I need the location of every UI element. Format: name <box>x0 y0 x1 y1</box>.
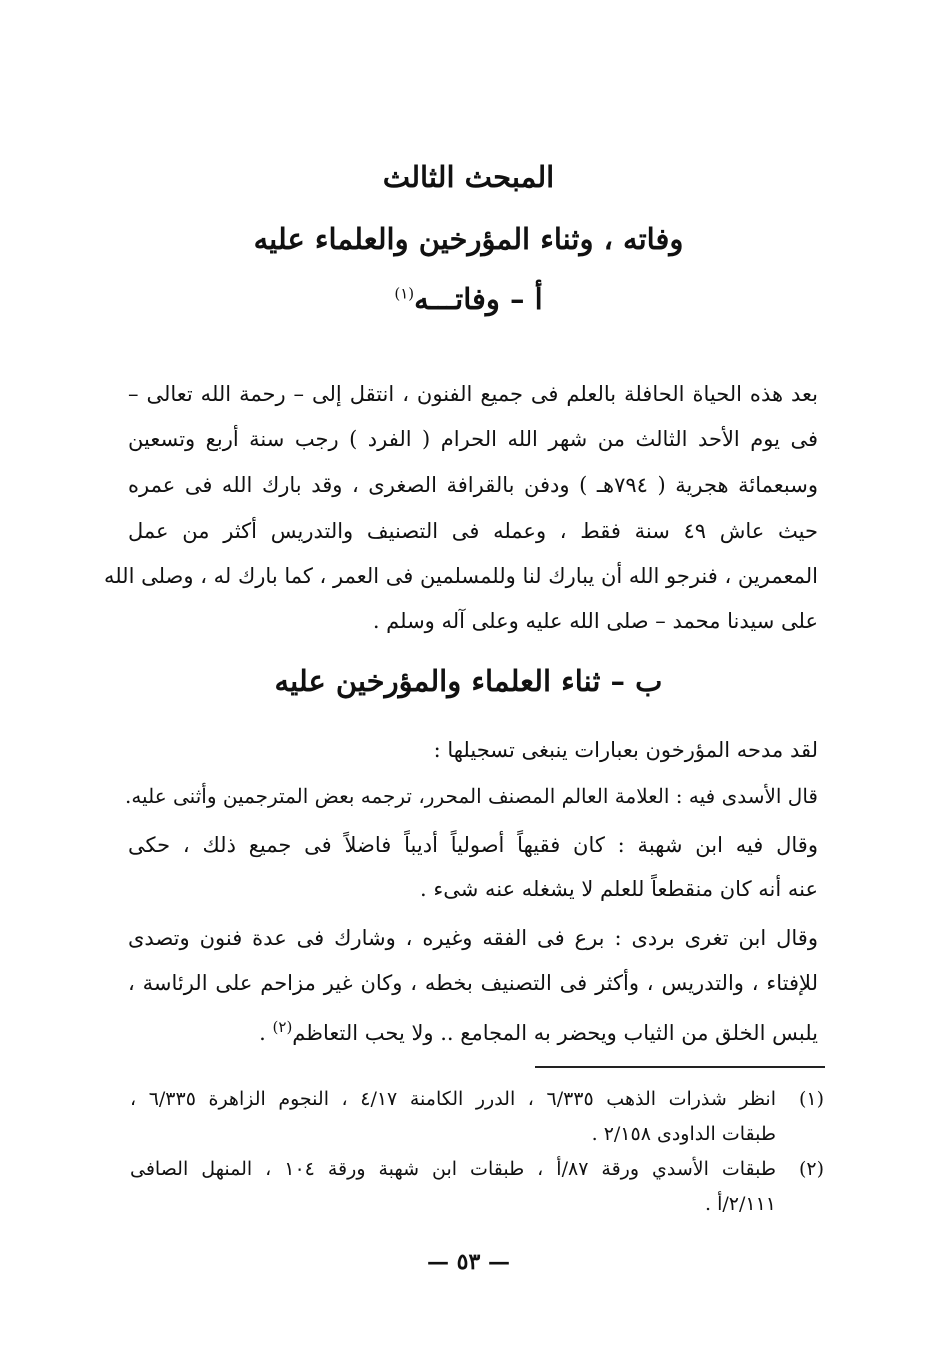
section-a-heading <box>120 282 817 316</box>
footnote-ref-2: (٢) <box>272 1018 293 1036</box>
footnote-1-line: طبقات الداودى ٢/١٥٨ . <box>591 1123 776 1145</box>
footnote-2-line: طبقات الأسدي ورقة ٨٧/أ ، طبقات ابن شهبة ورقة ١٠٤ ، المنهل الصافى <box>130 1158 776 1180</box>
chapter-subtitle: وفاته ، وثناء المؤرخين والعلماء عليه <box>253 222 684 256</box>
section-a-title: أ – وفاتـــه <box>414 282 543 316</box>
sentence-end: . <box>259 1021 273 1045</box>
paragraph-b-asadi: قال الأسدى فيه : العلامة العالم المصنف المحرر، ترجمه بعض المترجمين وأثنى عليه. <box>124 784 818 808</box>
section-b-heading: ب – ثناء العلماء والمؤرخين عليه <box>274 664 663 698</box>
paragraph-b-taghri-last <box>128 1012 818 1048</box>
paragraph-a-line: على سيدنا محمد – صلى الله عليه وعلى آله وسلم . <box>372 609 818 633</box>
paragraph-b-shuhba-line: وقال فيه ابن شهبة : كان فقيهاً أصولياً أديباً فاضلاً فى جميع ذلك ، حكى <box>128 833 818 857</box>
footnote-2-number: (٢) <box>798 1158 824 1180</box>
footnote-divider <box>535 1066 825 1068</box>
footnote-1-line: انظر شذرات الذهب ٦/٣٣٥ ، الدرر الكامنة ٤/١٧ ، النجوم الزاهرة ٦/٣٣٥ ، <box>130 1088 776 1110</box>
paragraph-b-taghri-line: للإفتاء ، والتدريس ، وأكثر فى التصنيف بخطه ، وكان غير مزاحم على الرئاسة ، <box>128 971 818 995</box>
footnote-2-line: ٢/١١١/أ . <box>705 1193 776 1215</box>
paragraph-a-line: حيث عاش ٤٩ سنة فقط ، وعمله فى التصنيف والتدريس أكثر من عمل <box>128 519 818 543</box>
paragraph-a-line: وسبعمائة هجرية ( ٧٩٤هـ ) ودفن بالقرافة الصغرى ، وقد بارك الله فى عمره <box>128 473 818 497</box>
paragraph-a-line: فى يوم الأحد الثالث من شهر الله الحرام ( الفرد ) رجب سنة أربع وتسعين <box>128 427 818 451</box>
paragraph-a-line: بعد هذه الحياة الحافلة بالعلم فى جميع الفنون ، انتقل إلى – رحمة الله تعالى – <box>128 382 818 406</box>
paragraph-b-shuhba-line: عنه أنه كان منقطعاً للعلم لا يشغله عنه شىء . <box>419 877 818 901</box>
paragraph-b-taghri-line: يلبس الخلق من الثياب ويحضر به المجامع .. ولا يحب التعاظم <box>292 1021 818 1045</box>
page-number: — ٥٣ — <box>427 1249 510 1275</box>
paragraph-b-taghri-line: وقال ابن تغرى بردى : برع فى الفقه وغيره ، وشارك فى عدة فنون وتصدى <box>128 926 818 950</box>
paragraph-a-line: المعمرين ، فنرجو الله أن يبارك لنا وللمسلمين فى العمر ، كما بارك له ، وصلى الله <box>103 564 818 588</box>
footnote-ref-1: (١) <box>394 284 415 303</box>
chapter-heading: المبحث الثالث <box>382 160 555 194</box>
footnote-1-number: (١) <box>798 1088 824 1110</box>
paragraph-b-intro: لقد مدحه المؤرخون بعبارات ينبغى تسجيلها : <box>433 738 818 762</box>
